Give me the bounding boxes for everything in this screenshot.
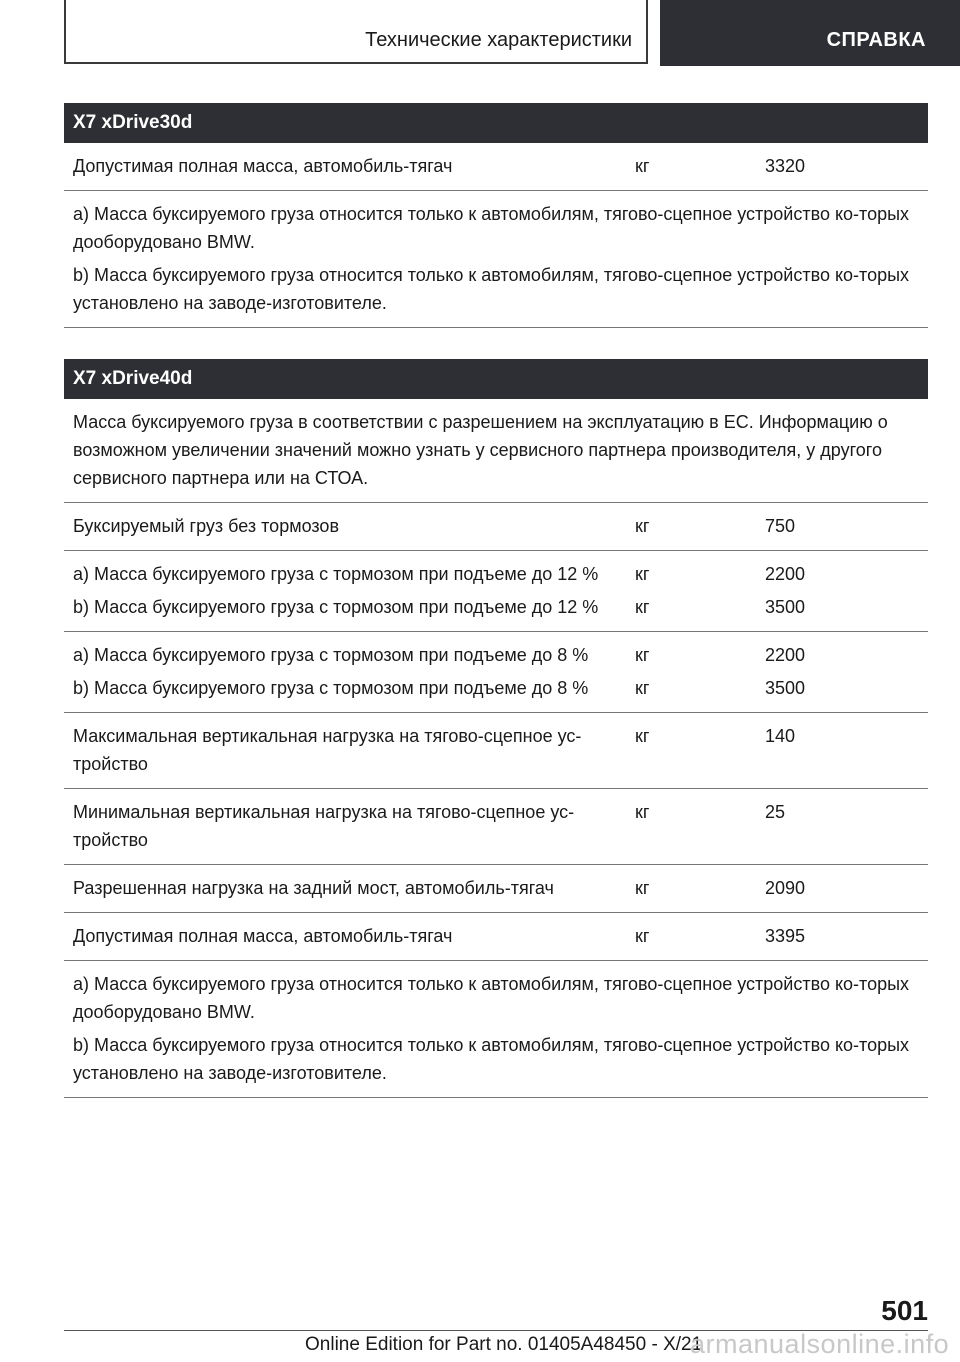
spec-label — [73, 641, 635, 702]
site-watermark: armanualsonline.info — [690, 1329, 950, 1359]
spec-row — [64, 913, 928, 961]
spec-label: Допустимая полная масса, автомобиль-тягач — [73, 156, 453, 176]
spec-unit — [635, 560, 765, 621]
spec-value-a: 2200 — [765, 645, 806, 665]
spec-value-b: 3500 — [765, 597, 806, 617]
spec-value: 25 — [765, 802, 786, 822]
spec-value-a: 2200 — [765, 564, 806, 584]
spec-label: Допустимая полная масса, автомобиль-тягач — [73, 926, 453, 946]
spec-label: Буксируемый груз без тормозов — [73, 516, 340, 536]
spec-unit-a: кг — [635, 564, 650, 584]
spec-value — [765, 641, 928, 702]
footnote-b: b) Масса буксируемого груза относится только к автомобилям, тягово-сцепное устройство ко-торых установлено на заводе-изготовителе. — [73, 1035, 910, 1083]
spec-unit-b: кг — [635, 597, 650, 617]
header-chapter-title: СПРАВКА — [826, 29, 926, 51]
section-intro — [64, 399, 928, 503]
spec-content — [64, 103, 928, 1098]
spec-label-b: b) Масса буксируемого груза с тормозом при подъеме до 12 % — [73, 597, 599, 617]
spec-label-a: a) Масса буксируемого груза с тормозом при подъеме до 12 % — [73, 564, 599, 584]
spec-row — [64, 143, 928, 191]
spec-row — [64, 551, 928, 632]
spec-label: Разрешенная нагрузка на задний мост, автомобиль-тягач — [73, 878, 554, 898]
spec-value: 2090 — [765, 878, 806, 898]
spec-unit: кг — [635, 802, 650, 822]
spec-row — [64, 865, 928, 913]
spec-row — [64, 503, 928, 551]
spec-label-b: b) Масса буксируемого груза с тормозом при подъеме до 8 % — [73, 678, 589, 698]
spec-unit — [635, 641, 765, 702]
spec-unit-b: кг — [635, 678, 650, 698]
spec-label-a: a) Масса буксируемого груза с тормозом при подъеме до 8 % — [73, 645, 589, 665]
spec-value-b: 3500 — [765, 678, 806, 698]
spec-value: 750 — [765, 516, 796, 536]
spec-unit: кг — [635, 926, 650, 946]
spec-value: 3395 — [765, 926, 806, 946]
spec-label — [73, 560, 635, 621]
spec-unit: кг — [635, 726, 650, 746]
spec-value: 3320 — [765, 156, 806, 176]
spec-value: 140 — [765, 726, 796, 746]
spec-row — [64, 713, 928, 789]
spec-value — [765, 560, 928, 621]
edition-text: Online Edition for Part no. 01405A48450 - X/21 — [305, 1334, 703, 1355]
spec-row — [64, 632, 928, 713]
header-section-tab — [64, 0, 648, 64]
spec-unit: кг — [635, 156, 650, 176]
spec-label: Максимальная вертикальная нагрузка на тягово-сцепное ус-тройство — [73, 726, 582, 774]
footnotes — [64, 961, 928, 1098]
section-heading-x7-40d: X7 xDrive40d — [64, 359, 928, 399]
footnotes — [64, 191, 928, 328]
spec-unit: кг — [635, 878, 650, 898]
header-section-title: Технические характеристики — [365, 29, 632, 51]
intro-text: Масса буксируемого груза в соответствии с разрешением на эксплуатацию в ЕС. Информацию о возможном увеличении значений можно узнать у сервисного партнера производителя, у другого сервисного партнера или на СТОА. — [73, 412, 888, 488]
spec-unit: кг — [635, 516, 650, 536]
footnote-a: a) Масса буксируемого груза относится только к автомобилям, тягово-сцепное устройство ко-торых дооборудовано BMW. — [73, 974, 910, 1022]
spec-row — [64, 789, 928, 865]
spec-unit-a: кг — [635, 645, 650, 665]
footnote-b: b) Масса буксируемого груза относится только к автомобилям, тягово-сцепное устройство ко-торых установлено на заводе-изготовителе. — [73, 265, 910, 313]
page-number: 501 — [881, 1295, 928, 1326]
spec-label: Минимальная вертикальная нагрузка на тягово-сцепное ус-тройство — [73, 802, 575, 850]
footnote-a: a) Масса буксируемого груза относится только к автомобилям, тягово-сцепное устройство ко-торых дооборудовано BMW. — [73, 204, 910, 252]
header-chapter-tab — [660, 0, 960, 66]
section-heading-x7-30d: X7 xDrive30d — [64, 103, 928, 143]
